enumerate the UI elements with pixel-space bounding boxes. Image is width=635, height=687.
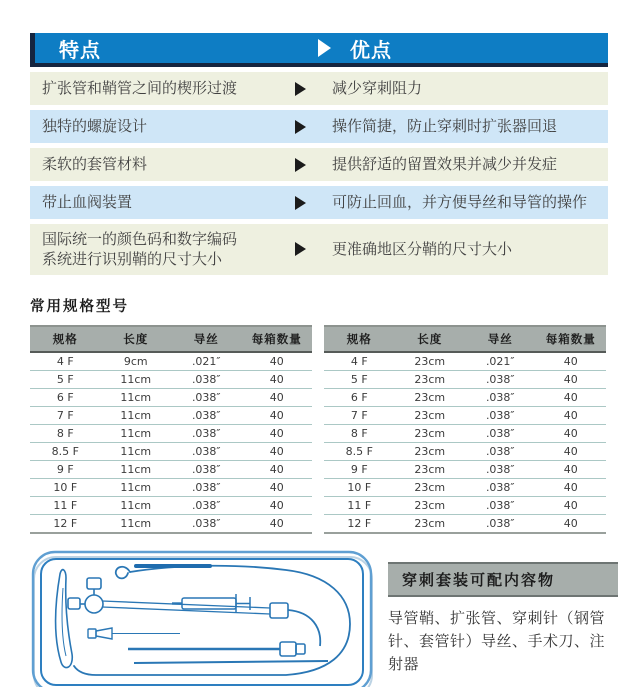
arrow-right-icon	[295, 196, 306, 210]
feature-row	[30, 72, 608, 105]
cell-guidewire: .038″	[191, 426, 221, 440]
cell-qty: 40	[269, 462, 284, 476]
feature-rows	[30, 72, 608, 275]
specs-section-title: 常用规格型号	[30, 298, 129, 315]
feature-text: 柔软的套管材料	[42, 155, 148, 174]
cell-qty: 40	[563, 516, 578, 530]
cell-spec: 8 F	[56, 426, 74, 440]
feature-text: 带止血阀装置	[42, 193, 133, 212]
cell-guidewire: .038″	[485, 390, 515, 404]
cell-guidewire: .038″	[485, 426, 515, 440]
cell-length: 23cm	[414, 408, 446, 422]
cell-qty: 40	[269, 426, 284, 440]
cell-spec: 9 F	[350, 462, 368, 476]
advantage-text: 更准确地区分鞘的尺寸大小	[332, 240, 513, 259]
feature-row	[30, 148, 608, 181]
advantage-text: 减少穿刺阻力	[332, 79, 423, 98]
kit-contents-box	[388, 562, 618, 687]
table-row	[30, 514, 312, 533]
features-header-title: 特点	[59, 37, 101, 62]
kit-contents-body: 导管鞘、扩张管、穿刺针（钢管针、套管针）导丝、手术刀、注射器	[388, 608, 606, 673]
cell-qty: 40	[563, 408, 578, 422]
cell-qty: 40	[269, 390, 284, 404]
feature-row	[30, 110, 608, 143]
cell-length: 23cm	[414, 498, 446, 512]
cell-length: 11cm	[120, 462, 152, 476]
cell-length: 23cm	[414, 444, 446, 458]
cell-spec: 5 F	[350, 372, 368, 386]
table-row	[30, 424, 312, 442]
spec-table-left-head	[30, 326, 312, 352]
cell-guidewire: .021″	[485, 354, 515, 368]
cell-length: 23cm	[414, 462, 446, 476]
cell-length: 9cm	[123, 354, 148, 368]
col-header-spec: 规格	[52, 331, 78, 346]
cell-qty: 40	[269, 372, 284, 386]
advantage-text: 提供舒适的留置效果并减少并发症	[332, 155, 558, 174]
cell-length: 11cm	[120, 498, 152, 512]
puncture-needle-drawing	[128, 642, 305, 656]
cell-spec: 9 F	[56, 462, 74, 476]
table-row	[30, 352, 312, 371]
cell-length: 11cm	[120, 390, 152, 404]
spec-table-right-head	[324, 326, 606, 352]
table-row	[324, 424, 606, 442]
cell-spec: 10 F	[53, 480, 78, 494]
arrow-cell	[282, 82, 318, 96]
features-advantages-block	[30, 33, 608, 275]
cell-spec: 12 F	[347, 516, 372, 530]
cell-length: 11cm	[120, 444, 152, 458]
cell-length: 23cm	[414, 390, 446, 404]
cell-guidewire: .038″	[191, 462, 221, 476]
cell-qty: 40	[269, 516, 284, 530]
arrow-right-icon	[295, 82, 306, 96]
cell-guidewire: .038″	[191, 480, 221, 494]
col-header-qty: 每箱数量	[545, 331, 596, 346]
table-row	[324, 496, 606, 514]
bottom-section	[30, 548, 618, 687]
cell-guidewire: .021″	[191, 354, 221, 368]
cell-length: 23cm	[414, 354, 446, 368]
feature-text: 独特的螺旋设计	[42, 117, 148, 136]
cell-qty: 40	[563, 372, 578, 386]
cell-guidewire: .038″	[485, 480, 515, 494]
cell-qty: 40	[563, 426, 578, 440]
arrow-right-icon	[295, 120, 306, 134]
spec-table-right-body	[324, 352, 606, 533]
cell-spec: 10 F	[347, 480, 372, 494]
table-row	[30, 478, 312, 496]
cell-length: 11cm	[120, 372, 152, 386]
arrow-cell	[282, 158, 318, 172]
scalpel-drawing	[56, 569, 73, 667]
cell-spec: 7 F	[56, 408, 74, 422]
cell-qty: 40	[563, 462, 578, 476]
feature-row	[30, 224, 608, 275]
cell-guidewire: .038″	[485, 462, 515, 476]
cell-length: 23cm	[414, 426, 446, 440]
col-header-qty: 每箱数量	[251, 331, 302, 346]
cell-guidewire: .038″	[485, 498, 515, 512]
spec-tables	[30, 325, 608, 534]
needle-short-drawing	[88, 628, 180, 639]
guidewire-drawing	[74, 565, 350, 674]
kit-tray-illustration	[30, 548, 377, 687]
table-row	[324, 406, 606, 424]
spec-table-left	[30, 325, 312, 534]
arrow-cell	[282, 196, 318, 210]
cell-qty: 40	[269, 498, 284, 512]
table-row	[30, 496, 312, 514]
table-row	[30, 406, 312, 424]
sheath-stopcock-drawing	[68, 578, 320, 646]
table-row	[30, 388, 312, 406]
cell-qty: 40	[563, 444, 578, 458]
cell-spec: 8 F	[350, 426, 368, 440]
col-header-spec: 规格	[346, 331, 372, 346]
cell-qty: 40	[269, 408, 284, 422]
table-row	[30, 460, 312, 478]
advantage-text: 操作简捷，防止穿刺时扩张器回退	[332, 117, 558, 136]
features-header-bar	[30, 33, 608, 67]
cell-qty: 40	[563, 354, 578, 368]
header-arrow-cell	[306, 39, 342, 57]
feature-text: 扩张管和鞘管之间的楔形过渡	[42, 79, 238, 98]
cell-qty: 40	[563, 480, 578, 494]
cell-length: 23cm	[414, 372, 446, 386]
arrow-cell	[282, 120, 318, 134]
cell-spec: 5 F	[56, 372, 74, 386]
cell-guidewire: .038″	[191, 372, 221, 386]
cell-length: 11cm	[120, 426, 152, 440]
table-row	[324, 352, 606, 371]
cell-guidewire: .038″	[485, 372, 515, 386]
cell-guidewire: .038″	[485, 516, 515, 530]
cell-length: 11cm	[120, 516, 152, 530]
cell-qty: 40	[269, 480, 284, 494]
cell-guidewire: .038″	[191, 408, 221, 422]
arrow-right-icon	[318, 39, 331, 57]
col-header-guidewire: 导丝	[193, 331, 219, 346]
table-row	[30, 442, 312, 460]
cell-guidewire: .038″	[485, 444, 515, 458]
cell-length: 23cm	[414, 480, 446, 494]
arrow-right-icon	[295, 158, 306, 172]
advantage-text: 可防止回血，并方便导丝和导管的操作	[332, 193, 588, 212]
cell-spec: 11 F	[53, 498, 78, 512]
table-row	[324, 478, 606, 496]
cell-qty: 40	[563, 498, 578, 512]
cell-spec: 7 F	[350, 408, 368, 422]
col-header-guidewire: 导丝	[487, 331, 513, 346]
col-header-length: 长度	[123, 331, 149, 346]
table-row	[324, 388, 606, 406]
spec-table-left-body	[30, 352, 312, 533]
feature-text: 国际统一的颜色码和数字编码系统进行识别鞘的尺寸大小	[42, 230, 238, 269]
table-row	[324, 370, 606, 388]
cell-length: 11cm	[120, 480, 152, 494]
dilator-drawing	[134, 661, 328, 663]
cell-length: 23cm	[414, 516, 446, 530]
arrow-cell	[282, 242, 318, 256]
cell-spec: 11 F	[347, 498, 372, 512]
cell-spec: 4 F	[350, 354, 368, 368]
feature-row	[30, 186, 608, 219]
table-row	[324, 514, 606, 533]
cell-guidewire: .038″	[191, 444, 221, 458]
cell-guidewire: .038″	[191, 516, 221, 530]
cell-qty: 40	[269, 354, 284, 368]
spec-table-right	[324, 325, 606, 534]
cell-spec: 4 F	[56, 354, 74, 368]
cell-spec: 6 F	[350, 390, 368, 404]
advantages-header-title: 优点	[350, 37, 392, 62]
cell-length: 11cm	[120, 408, 152, 422]
cell-spec: 12 F	[53, 516, 78, 530]
table-row	[30, 370, 312, 388]
col-header-length: 长度	[417, 331, 443, 346]
cell-spec: 8.5 F	[345, 444, 373, 458]
cell-qty: 40	[563, 390, 578, 404]
cell-spec: 6 F	[56, 390, 74, 404]
table-row	[324, 460, 606, 478]
cell-guidewire: .038″	[485, 408, 515, 422]
arrow-right-icon	[295, 242, 306, 256]
cell-guidewire: .038″	[191, 390, 221, 404]
cell-spec: 8.5 F	[51, 444, 79, 458]
table-row	[324, 442, 606, 460]
kit-contents-title: 穿刺套装可配内容物	[388, 562, 618, 597]
cell-qty: 40	[269, 444, 284, 458]
cell-guidewire: .038″	[191, 498, 221, 512]
